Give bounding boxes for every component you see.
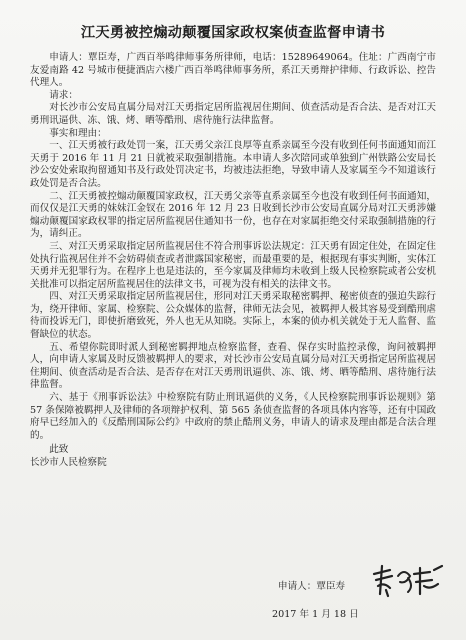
paragraph-5: 五、希望你院即时派人到秘密羁押地点检察监督，查看、保存实时监控录像，询问被羁押人，向申请人家属及时反馈被羁押人的要求，对长沙市公安局直属分局对江天勇指定居所监视居住期间、侦查活动是否合法、是否存在对江天勇刑讯逼供、冻、饿、烤、晒等酷刑、虐待施行法律监督。: [30, 341, 436, 391]
paragraph-6: 六、基于《刑事诉讼法》中检察院有防止刑讯逼供的义务，《人民检察院刑事诉讼规则》第 57 条保障被羁押人及律师的各项辩护权利、第 565 条侦查监督的各项具体内容等，还有中国政府早已经加入的《反酷刑国际公约》中政府的禁止酷刑义务，申请人的请求及理由都是合法合理的。: [30, 392, 436, 441]
applicant-info: 申请人：覃臣寿，广西百举鸣律师事务所律师，电话：15289649064。住址：广西南宁市友爱南路 42 号城市便捷酒店六楼广西百举鸣律师事务所，系江天勇辩护律师、行政诉讼、控告代理人。: [30, 52, 436, 89]
document-date: 2017 年 1 月 18 日: [272, 609, 359, 620]
recipient: 长沙市人民检察院: [30, 457, 107, 468]
signature-block: [0, 560, 466, 600]
document-title: 江天勇被控煽动颠覆国家政权案侦查监督申请书: [80, 25, 386, 41]
request-heading: 请求：: [49, 89, 78, 101]
paragraph-3: 三、对江天勇采取指定居所监视居住不符合刑事诉讼法规定：江天勇有固定住处，在固定住处执行监视居住并不会妨碍侦查或者泄露国家秘密，而最重要的是，根据现有事实判断，实体江天勇并无犯罪行为。在程序上也是违法的，至今家属及律师均未收到上级人民检察院或者公安机关批准可以指定居所监视居住的法律文书，可视为没有相关的法律文书。: [30, 240, 436, 290]
closing-salutation: 此致: [49, 444, 69, 456]
paragraph-1: 一、江天勇被行政处罚一案，江天勇父亲江良厚等直系亲属至今没有收到任何书面通知而江天勇于 2016 年 11 月 21 日就被采取强制措施。本申请人多次陪同或单独到广州铁路公安局长沙公安处索取拘留通知书及行政处罚决定书，均被违法拒绝，导致申请人及家属至今不知道该行政处罚是否合法。: [30, 140, 436, 189]
paragraph-4: 四、对江天勇采取指定居所监视居住，形同对江天勇采取秘密羁押、秘密侦查的强迫失踪行为，绕开律师、家属、检察院、公众媒体的监督，律师无法会见，被羁押人极其容易受到酷刑虐待而投诉无门，即使折磨致死，外人也无从知晓。实际上，本案的侦办机关就处于无人监督、监督缺位的状态。: [30, 291, 436, 341]
request-text: 对长沙市公安局直属分局对江天勇指定居所监视居住期间、侦查活动是否合法、是否对江天勇刑讯逼供、冻、饿、烤、晒等酷刑、虐待施行法律监督。: [30, 102, 436, 126]
handwritten-signature: [368, 560, 448, 600]
signature-label: 申请人：覃臣寿: [278, 581, 346, 592]
facts-heading: 事实和理由：: [49, 127, 107, 139]
paragraph-2: 二、江天勇被控煽动颠覆国家政权，江天勇父亲等直系亲属至今也没有收到任何书面通知，而仅仅是江天勇的妹妹江金钗在 2016 年 12 月 23 日收到长沙市公安局直属分局对江天勇涉嫌煽动颠覆国家政权罪的指定居所监视居住通知书一份，也存在对家属拒绝交付采取强制措施的行为，请纠正。: [30, 190, 436, 240]
